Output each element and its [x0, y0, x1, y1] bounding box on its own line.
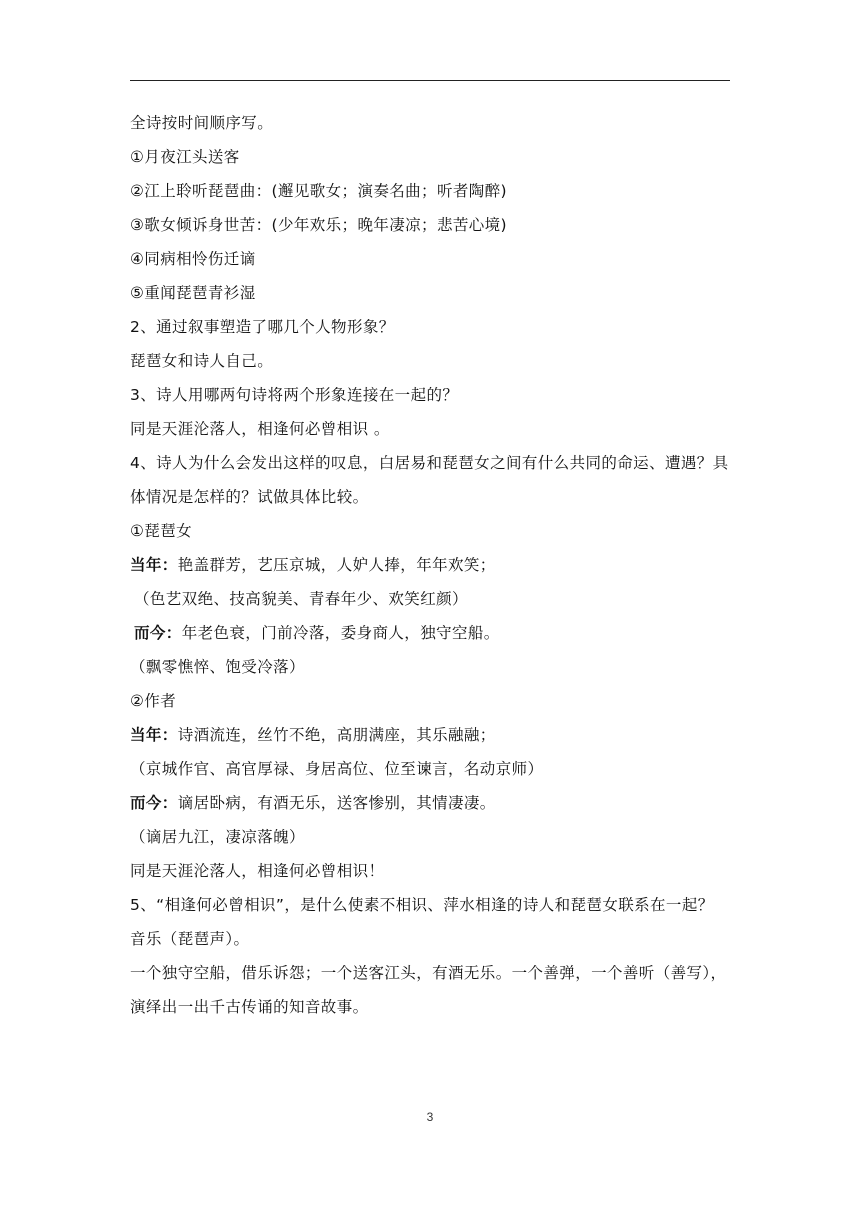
- text-line: 同是天涯沦落人，相逢何必曾相识！: [130, 862, 385, 880]
- label-past: 当年：: [130, 726, 178, 744]
- pipa-girl-past-text: 艳盖群芳，艺压京城，人妒人捧，年年欢笑；: [177, 556, 496, 574]
- author-past: [130, 718, 730, 752]
- header-rule: [130, 80, 730, 81]
- text-line: ③歌女倾诉身世苦：(少年欢乐；晚年凄凉；悲苦心境): [130, 216, 507, 234]
- answer-3: 同是天涯沦落人，相逢何必曾相识 。: [130, 420, 390, 438]
- section-author: ②作者: [130, 692, 177, 710]
- text-line: ⑤重闻琵琶青衫湿: [130, 284, 256, 302]
- author-now-text: 谪居卧病，有酒无乐，送客惨别，其情凄凄。: [177, 794, 496, 812]
- pipa-girl-now-text: 年老色衰，门前冷落，委身商人，独守空船。: [181, 624, 500, 642]
- document-body: [130, 106, 730, 1024]
- text-line: 全诗按时间顺序写。: [130, 114, 274, 132]
- text-line: 一个独守空船，借乐诉怨；一个送客江头，有酒无乐。一个善弹，一个善听（善写），演绎出一出千古传诵的知音故事。: [130, 964, 727, 1016]
- text-line: （京城作官、高官厚禄、身居高位、位至谏言，名动京师）: [130, 760, 544, 778]
- question-3: 3、诗人用哪两句诗将两个形象连接在一起的？: [130, 386, 459, 404]
- text-line: ①月夜江头送客: [130, 148, 240, 166]
- text-line: （谪居九江，凄凉落魄）: [130, 828, 305, 846]
- pipa-girl-now: [130, 616, 730, 650]
- label-past: 当年：: [130, 556, 178, 574]
- answer-2: 琵琶女和诗人自己。: [130, 352, 274, 370]
- text-line: ②江上聆听琵琶曲：(邂见歌女；演奏名曲；听者陶醉): [130, 182, 507, 200]
- text-line: （色艺双绝、技高貌美、青春年少、欢笑红颜）: [134, 590, 468, 608]
- question-4: 4、诗人为什么会发出这样的叹息，白居易和琵琶女之间有什么共同的命运、遭遇？具体情况是怎样的？试做具体比较。: [130, 454, 729, 506]
- text-line: （飘零憔悴、饱受冷落）: [130, 658, 305, 676]
- author-past-text: 诗酒流连，丝竹不绝，高朋满座，其乐融融；: [177, 726, 496, 744]
- question-2: 2、通过叙事塑造了哪几个人物形象？: [130, 318, 395, 336]
- page-number: 3: [426, 1110, 434, 1124]
- label-now: 而今：: [134, 624, 182, 642]
- pipa-girl-past: [130, 548, 730, 582]
- author-now: [130, 786, 730, 820]
- label-now: 而今：: [130, 794, 178, 812]
- question-5: 5、“相逢何必曾相识”，是什么使素不相识、萍水相逢的诗人和琵琶女联系在一起？: [130, 896, 714, 914]
- text-line: ④同病相怜伤迁谪: [130, 250, 256, 268]
- section-pipa-girl: ①琵琶女: [130, 522, 192, 540]
- answer-5: 音乐（琵琶声）。: [130, 930, 250, 948]
